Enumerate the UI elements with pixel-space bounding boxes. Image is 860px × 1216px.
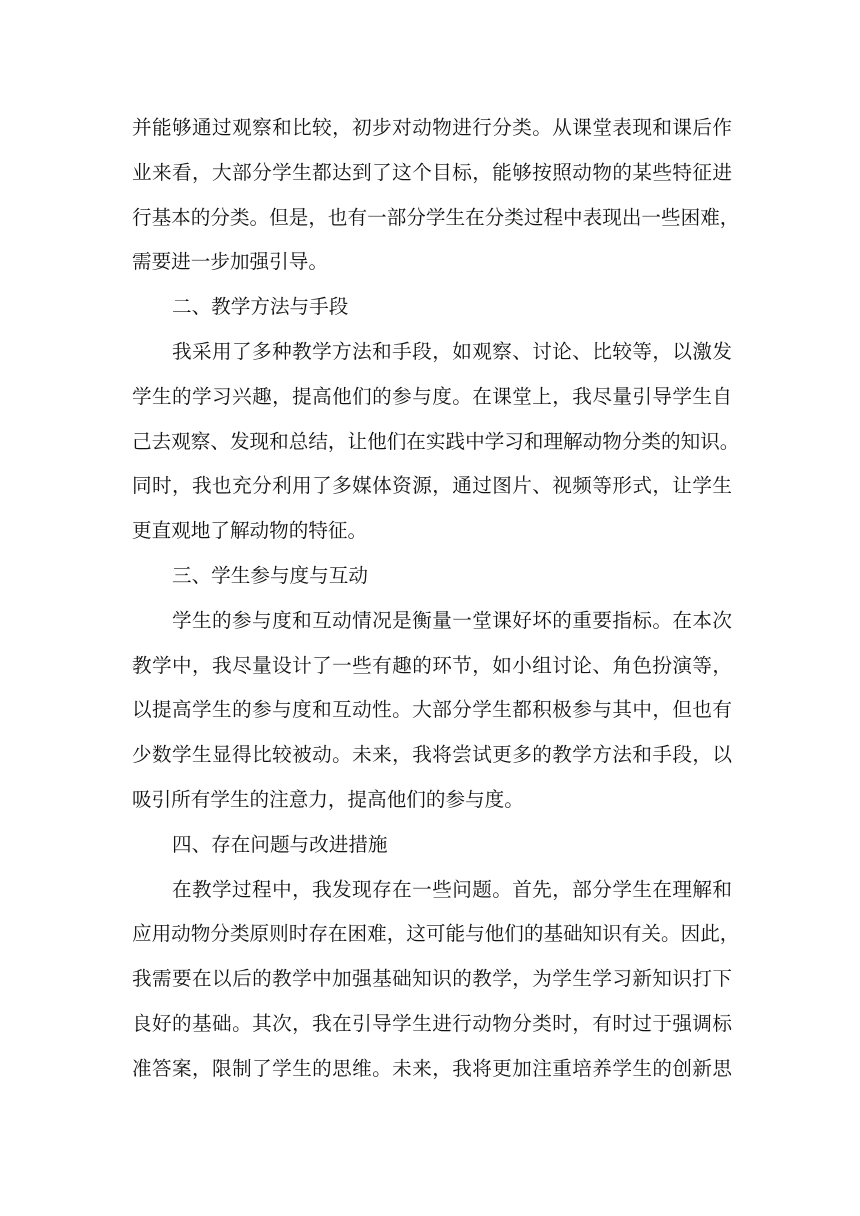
section-heading-problems-improvements: 四、存在问题与改进措施 [172,832,388,856]
text-line: 己去观察、发现和总结，让他们在实践中学习和理解动物分类的知识。 [132,429,740,453]
paragraph-classification-outcome [132,106,740,285]
text-line: 更直观地了解动物的特征。 [132,519,368,543]
text-line: 并能够通过观察和比较，初步对动物进行分类。从课堂表现和课后作 [132,116,732,139]
text-line: 同时，我也充分利用了多媒体资源，通过图片、视频等形式，让学生 [132,474,732,498]
text-line: 我采用了多种教学方法和手段，如观察、讨论、比较等，以激发 [172,339,732,363]
document-page [132,106,740,1092]
section-heading-student-participation: 三、学生参与度与互动 [172,563,368,587]
text-line: 学生的参与度和互动情况是衡量一堂课好坏的重要指标。在本次 [172,608,732,632]
text-line: 我需要在以后的教学中加强基础知识的教学，为学生学习新知识打下 [132,967,732,991]
text-line: 在教学过程中，我发现存在一些问题。首先，部分学生在理解和 [172,877,732,901]
section-heading-teaching-methods: 二、教学方法与手段 [172,295,349,319]
paragraph-teaching-methods [132,330,740,554]
text-line: 学生的学习兴趣，提高他们的参与度。在课堂上，我尽量引导学生自 [132,384,732,408]
text-line: 行基本的分类。但是，也有一部分学生在分类过程中表现出一些困难， [132,205,740,229]
text-line: 业来看，大部分学生都达到了这个目标，能够按照动物的某些特征进 [132,160,732,184]
text-line: 需要进一步加强引导。 [132,250,328,274]
text-line: 应用动物分类原则时存在困难，这可能与他们的基础知识有关。因此， [132,922,740,946]
paragraph-problems-improvements [132,868,740,1092]
text-line: 良好的基础。其次，我在引导学生进行动物分类时，有时过于强调标 [132,1011,732,1035]
text-line: 准答案，限制了学生的思维。未来，我将更加注重培养学生的创新思 [132,1056,732,1080]
text-line: 吸引所有学生的注意力，提高他们的参与度。 [132,787,524,811]
text-line: 以提高学生的参与度和互动性。大部分学生都积极参与其中，但也有 [132,698,732,722]
text-line: 少数学生显得比较被动。未来，我将尝试更多的教学方法和手段，以 [132,743,732,767]
paragraph-student-participation [132,599,732,823]
text-line: 教学中，我尽量设计了一些有趣的环节，如小组讨论、角色扮演等， [132,653,732,677]
